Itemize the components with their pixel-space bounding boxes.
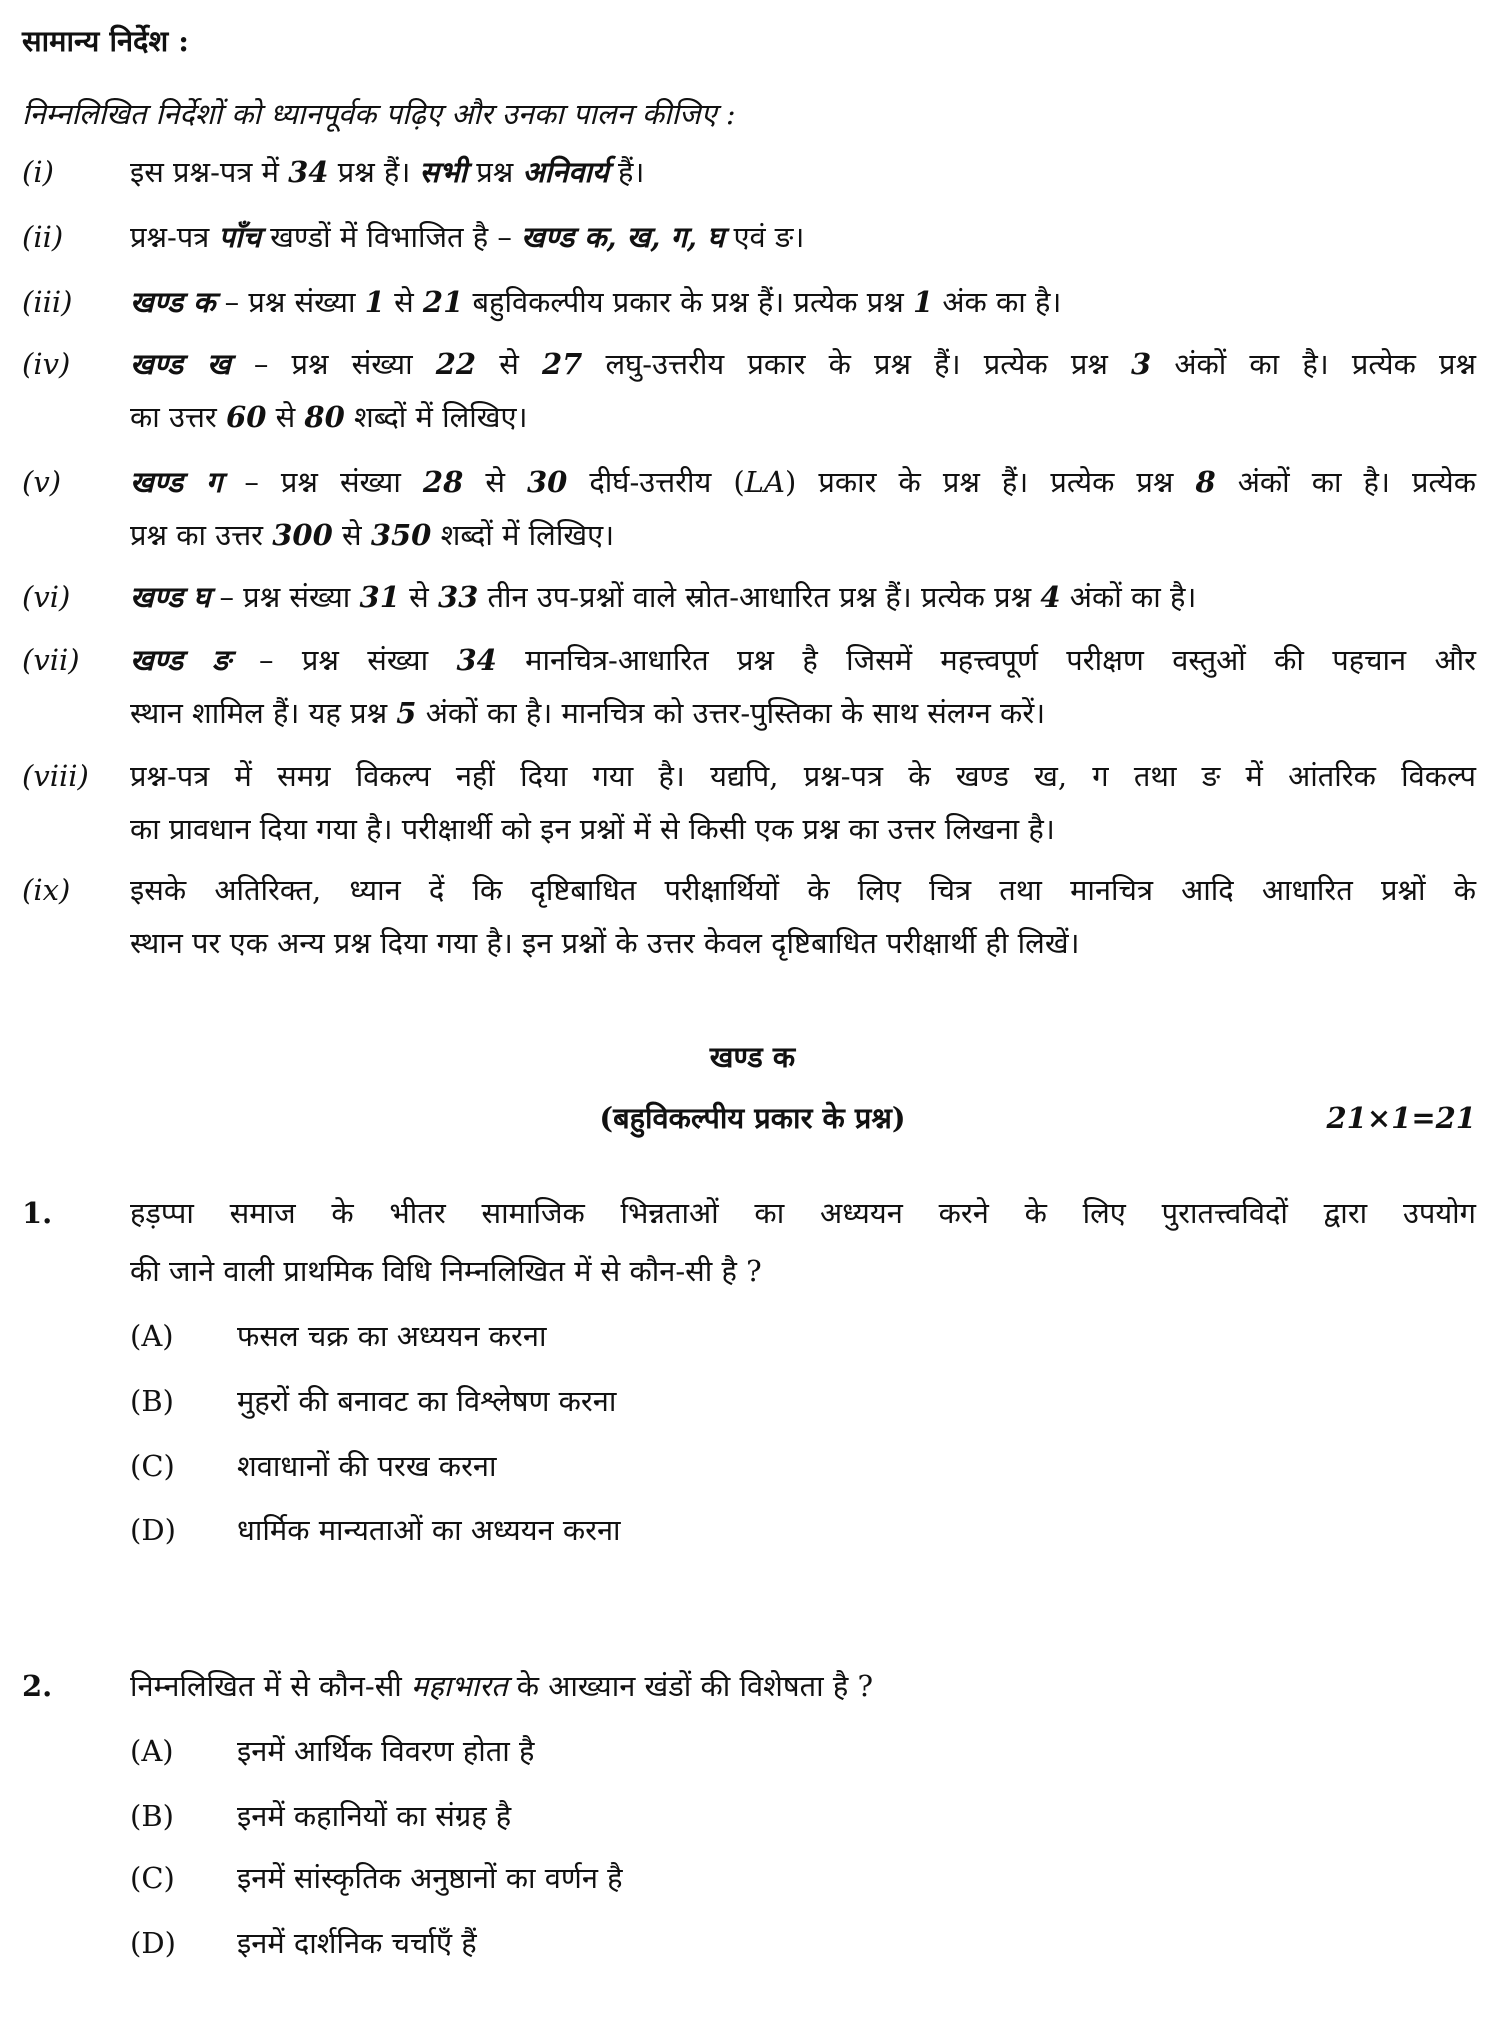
emphasis-text: 3 xyxy=(1131,347,1152,381)
text-segment: – प्रश्न संख्या xyxy=(222,465,423,499)
option-a[interactable] xyxy=(130,1729,1430,1773)
text-segment: इस प्रश्न-पत्र में xyxy=(130,155,289,189)
emphasis-text: खण्ड क xyxy=(130,285,216,319)
instruction-number: (viii) xyxy=(22,759,89,793)
text-segment: शब्दों में लिखिए। xyxy=(344,400,528,434)
text-segment: – प्रश्न संख्या xyxy=(230,643,457,677)
emphasis-text: सभी xyxy=(419,155,468,189)
text-line xyxy=(130,513,1476,557)
section-marks: 21×1=21 xyxy=(1326,1101,1476,1135)
text-segment: मानचित्र-आधारित प्रश्न है जिसमें महत्त्वपूर्ण परीक्षण वस्तुओं की पहचान और xyxy=(496,643,1476,677)
option-c[interactable] xyxy=(130,1444,1430,1488)
emphasis-text: 27 xyxy=(541,347,583,381)
text-line xyxy=(130,1191,1476,1235)
option-text: मुहरों की बनावट का विश्लेषण करना xyxy=(237,1384,617,1418)
text-line xyxy=(130,215,1476,259)
option-text: फसल चक्र का अध्ययन करना xyxy=(237,1319,547,1353)
option-text: इनमें सांस्कृतिक अनुष्ठानों का वर्णन है xyxy=(237,1861,623,1895)
text-segment: अंकों का है। xyxy=(1060,580,1197,614)
emphasis-text: 34 xyxy=(456,643,497,677)
text-segment: से xyxy=(332,518,371,552)
emphasis-text: खण्ड ख xyxy=(130,347,231,381)
section-title: खण्ड क xyxy=(709,1040,796,1074)
text-segment: प्रश्न हैं। xyxy=(328,155,420,189)
text-segment: प्रश्न-पत्र xyxy=(130,220,219,254)
option-b[interactable] xyxy=(130,1794,1430,1838)
option-a[interactable] xyxy=(130,1314,1430,1358)
text-line xyxy=(130,395,1476,439)
emphasis-text: 300 xyxy=(272,518,333,552)
option-b[interactable] xyxy=(130,1379,1430,1423)
emphasis-text: 1 xyxy=(364,285,385,319)
instruction-number: (i) xyxy=(22,155,54,189)
text-segment: से xyxy=(463,465,527,499)
instruction-number: (vi) xyxy=(22,580,71,614)
text-segment: का उत्तर xyxy=(130,400,227,434)
text-segment: – प्रश्न संख्या xyxy=(230,347,436,381)
instruction-number: (vii) xyxy=(22,643,80,677)
option-label: (D) xyxy=(130,1926,176,1960)
option-label: (B) xyxy=(130,1799,174,1833)
emphasis-text: पाँच xyxy=(218,220,261,254)
text-segment: LA xyxy=(744,465,785,499)
text-segment: अंकों का है। प्रत्येक प्रश्न xyxy=(1151,347,1476,381)
text-line xyxy=(130,691,1476,735)
option-text: इनमें दार्शनिक चर्चाएँ हैं xyxy=(237,1926,477,1960)
emphasis-text: अनिवार्य xyxy=(522,155,609,189)
general-instructions-heading: सामान्य निर्देश : xyxy=(22,24,189,58)
text-segment: हैं। xyxy=(608,155,645,189)
text-line xyxy=(130,1249,1476,1293)
text-segment: बहुविकल्पीय प्रकार के प्रश्न हैं। प्रत्येक प्रश्न xyxy=(463,285,913,319)
text-segment: प्रश्न-पत्र में समग्र विकल्प नहीं दिया गया है। यद्यपि, प्रश्न-पत्र के खण्ड ख, ग तथा ङ में आंतरिक विकल्प xyxy=(130,759,1476,793)
text-segment: दीर्घ-उत्तरीय ( xyxy=(567,465,745,499)
option-label: (C) xyxy=(130,1449,175,1483)
text-segment: अंक का है। xyxy=(933,285,1062,319)
option-label: (C) xyxy=(130,1861,175,1895)
text-line xyxy=(130,575,1476,619)
text-segment: के आख्यान खंडों की विशेषता है ? xyxy=(507,1669,874,1703)
option-c[interactable] xyxy=(130,1856,1430,1900)
emphasis-text: 21 xyxy=(422,285,464,319)
text-segment: से xyxy=(384,285,423,319)
text-line xyxy=(130,342,1476,386)
emphasis-text: 31 xyxy=(359,580,400,614)
instruction-number: (iii) xyxy=(22,285,73,319)
text-segment: हड़प्पा समाज के भीतर सामाजिक भिन्नताओं का अध्ययन करने के लिए पुरातत्त्वविदों द्वारा उपयोग xyxy=(130,1196,1476,1230)
text-segment: स्थान पर एक अन्य प्रश्न दिया गया है। इन प्रश्नों के उत्तर केवल दृष्टिबाधित परीक्षार्थी ही लिखें। xyxy=(130,926,1080,960)
option-label: (A) xyxy=(130,1319,174,1353)
emphasis-text: 22 xyxy=(435,347,477,381)
emphasis-text: 60 xyxy=(226,400,267,434)
emphasis-text: 33 xyxy=(437,580,479,614)
text-line xyxy=(130,1664,1476,1708)
emphasis-text: 28 xyxy=(422,465,464,499)
text-segment: लघु-उत्तरीय प्रकार के प्रश्न हैं। प्रत्येक प्रश्न xyxy=(582,347,1131,381)
text-line xyxy=(130,868,1476,912)
text-segment: शब्दों में लिखिए। xyxy=(431,518,615,552)
option-text: इनमें कहानियों का संग्रह है xyxy=(237,1799,512,1833)
option-text: इनमें आर्थिक विवरण होता है xyxy=(237,1734,535,1768)
text-line xyxy=(130,638,1476,682)
text-segment: की जाने वाली प्राथमिक विधि निम्नलिखित में से कौन-सी है ? xyxy=(130,1254,762,1288)
text-segment: स्थान शामिल हैं। यह प्रश्न xyxy=(130,696,397,730)
option-label: (B) xyxy=(130,1384,174,1418)
text-segment: – प्रश्न संख्या xyxy=(210,580,360,614)
text-segment: निम्नलिखित में से कौन-सी xyxy=(130,1669,412,1703)
emphasis-text: खण्ड घ xyxy=(130,580,211,614)
text-segment: प्रश्न xyxy=(467,155,523,189)
emphasis-text: खण्ड ग xyxy=(130,465,223,499)
text-line xyxy=(130,921,1476,965)
text-segment: – प्रश्न संख्या xyxy=(215,285,365,319)
text-line xyxy=(130,150,1476,194)
instruction-number: (iv) xyxy=(22,347,71,381)
text-segment: महाभारत xyxy=(411,1669,508,1703)
text-segment: का प्रावधान दिया गया है। परीक्षार्थी को इन प्रश्नों में से किसी एक प्रश्न का उत्तर लिखना है। xyxy=(130,812,1055,846)
text-segment: से xyxy=(266,400,305,434)
instruction-number: (v) xyxy=(22,465,62,499)
text-segment: अंकों का है। मानचित्र को उत्तर-पुस्तिका के साथ संलग्न करें। xyxy=(416,696,1046,730)
text-segment: इसके अतिरिक्त, ध्यान दें कि दृष्टिबाधित परीक्षार्थियों के लिए चित्र तथा मानचित्र आदि आधारित प्रश्नों के xyxy=(130,873,1476,907)
section-subtitle: (बहुविकल्पीय प्रकार के प्रश्न) xyxy=(599,1101,906,1135)
instruction-number: (ix) xyxy=(22,873,71,907)
emphasis-text: 34 xyxy=(288,155,329,189)
option-text: धार्मिक मान्यताओं का अध्ययन करना xyxy=(237,1513,621,1547)
text-segment: से xyxy=(476,347,542,381)
emphasis-text: खण्ड ङ xyxy=(130,643,231,677)
text-line xyxy=(130,280,1476,324)
emphasis-text: 4 xyxy=(1040,580,1061,614)
text-line xyxy=(130,460,1476,504)
instructions-intro: निम्नलिखित निर्देशों को ध्यानपूर्वक पढ़िए और उनका पालन कीजिए : xyxy=(22,97,736,131)
emphasis-text: 80 xyxy=(304,400,345,434)
text-segment: तीन उप-प्रश्नों वाले स्रोत-आधारित प्रश्न हैं। प्रत्येक प्रश्न xyxy=(478,580,1041,614)
option-d[interactable] xyxy=(130,1508,1430,1552)
emphasis-text: 30 xyxy=(526,465,568,499)
text-segment: खण्डों में विभाजित है – xyxy=(260,220,522,254)
emphasis-text: 5 xyxy=(396,696,417,730)
option-label: (D) xyxy=(130,1513,176,1547)
text-segment: अंकों का है। प्रत्येक xyxy=(1215,465,1476,499)
text-line xyxy=(130,754,1476,798)
text-line xyxy=(130,807,1476,851)
option-label: (A) xyxy=(130,1734,174,1768)
text-segment: प्रश्न का उत्तर xyxy=(130,518,273,552)
emphasis-text: 350 xyxy=(370,518,432,552)
question-number: 1. xyxy=(22,1196,53,1230)
option-text: शवाधानों की परख करना xyxy=(237,1449,497,1483)
text-segment: एवं ङ। xyxy=(724,220,805,254)
emphasis-text: 1 xyxy=(912,285,934,319)
text-segment: ) प्रकार के प्रश्न हैं। प्रत्येक प्रश्न xyxy=(784,465,1196,499)
option-d[interactable] xyxy=(130,1921,1430,1965)
instruction-number: (ii) xyxy=(22,220,64,254)
emphasis-text: 8 xyxy=(1195,465,1216,499)
emphasis-text: खण्ड क, ख, ग, घ xyxy=(521,220,725,254)
question-number: 2. xyxy=(22,1669,53,1703)
text-segment: से xyxy=(399,580,438,614)
